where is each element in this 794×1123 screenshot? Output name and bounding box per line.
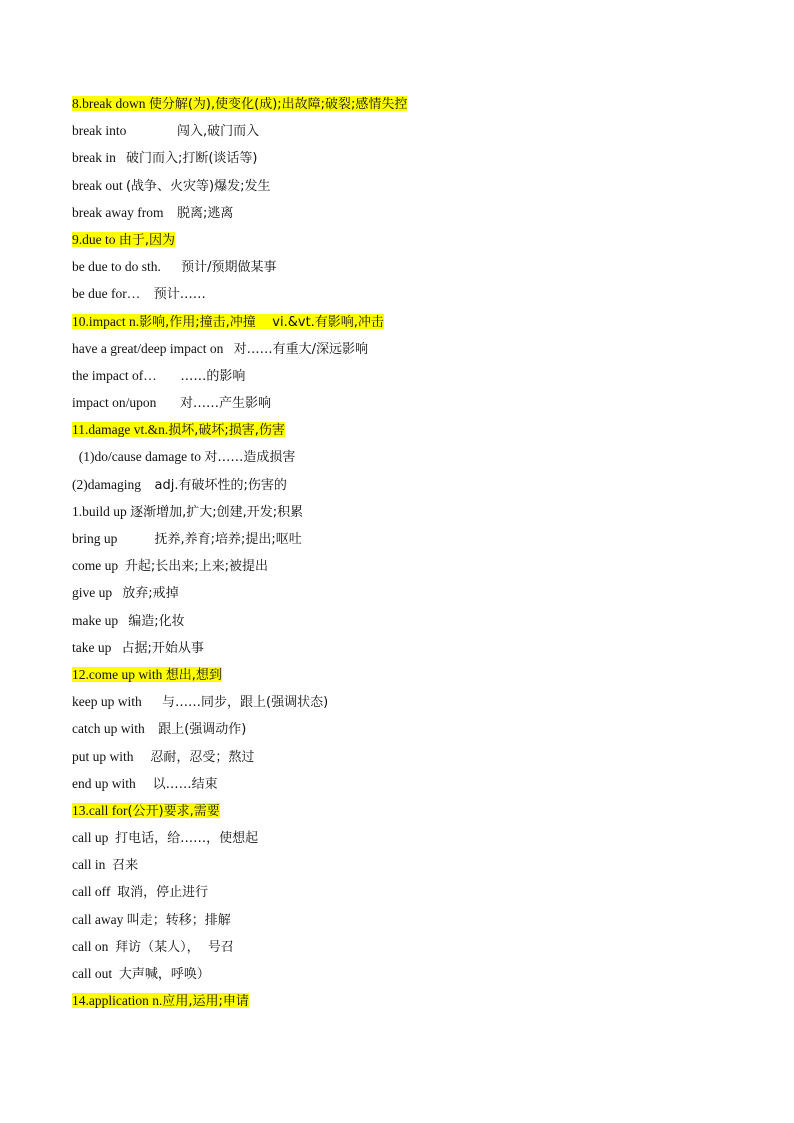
entry-definition: 想出,想到	[165, 667, 222, 683]
entry-text	[72, 449, 295, 464]
phrase-entry	[72, 555, 752, 582]
entry-text	[72, 857, 138, 872]
entry-text	[72, 558, 268, 573]
phrase-entry	[72, 691, 752, 718]
entry-gap	[116, 150, 126, 165]
entry-term: 10.impact n.	[72, 313, 140, 329]
section-heading	[72, 311, 752, 338]
entry-text	[72, 504, 303, 519]
entry-term: make up	[72, 612, 119, 628]
entry-gap	[145, 721, 159, 736]
phrase-entry	[72, 528, 752, 555]
phrase-entry	[72, 175, 752, 202]
phrase-entry	[72, 854, 752, 881]
phrase-entry	[72, 120, 752, 147]
entry-gap	[223, 341, 233, 356]
entry-term: put up with	[72, 748, 134, 764]
entry-term: give up	[72, 585, 113, 601]
phrase-entry	[72, 746, 752, 773]
entry-text	[72, 830, 258, 845]
phrase-entry	[72, 909, 752, 936]
phrase-entry	[72, 446, 752, 473]
entry-definition: 脱离;逃离	[176, 205, 234, 221]
phrase-entry	[72, 881, 752, 908]
entry-term: call in	[72, 857, 109, 873]
entry-text	[72, 884, 208, 899]
entry-term: 14.application n.	[72, 993, 163, 1009]
entry-definition: 闯入,破门而入	[176, 124, 260, 140]
entry-definition: 以……结束	[152, 776, 218, 792]
section-heading	[72, 800, 752, 827]
entry-definition: 取消，停止进行	[117, 885, 209, 901]
entry-definition: 对……产生影响	[180, 396, 272, 412]
phrase-entry	[72, 501, 752, 528]
entry-text	[72, 749, 254, 764]
highlight-mark	[72, 314, 384, 329]
highlight-mark	[72, 232, 175, 247]
entry-definition: 编造;化妆	[128, 613, 185, 629]
entry-text	[72, 694, 328, 709]
entry-text	[72, 640, 204, 655]
phrase-entry	[72, 582, 752, 609]
entry-definition: 破门而入;打断(谈话等)	[125, 151, 258, 167]
entry-term: impact on/upon	[72, 395, 157, 411]
entry-term: call away	[72, 911, 127, 927]
entry-gap	[118, 558, 125, 573]
highlight-mark	[72, 667, 222, 682]
entry-text	[72, 613, 185, 628]
entry-term: be due to do sth.	[72, 259, 161, 275]
entry-definition: 对……有重大/深远影响	[233, 341, 368, 357]
entry-definition: 跟上(强调动作)	[158, 722, 247, 738]
entry-term: break out	[72, 177, 126, 193]
entry-definition: 由于,因为	[118, 232, 176, 248]
entry-definition: 拜访（某人）， 号召	[115, 939, 234, 955]
highlight-mark	[72, 803, 220, 818]
entry-term: (2)damaging	[72, 476, 141, 492]
phrase-entry	[72, 256, 752, 283]
section-heading	[72, 93, 752, 120]
vocabulary-list	[72, 93, 752, 1017]
section-heading	[72, 990, 752, 1017]
entry-text	[72, 395, 271, 410]
phrase-entry	[72, 338, 752, 365]
entry-gap	[117, 531, 154, 546]
entry-gap	[126, 123, 177, 138]
entry-gap	[141, 477, 155, 492]
entry-term: keep up with	[72, 694, 142, 710]
highlight-mark	[72, 96, 407, 111]
entry-term: call up	[72, 830, 112, 846]
entry-text	[72, 531, 302, 546]
phrase-entry	[72, 963, 752, 990]
entry-term: 9.due to	[72, 231, 119, 247]
entry-term: take up	[72, 639, 112, 655]
entry-text	[72, 585, 179, 600]
entry-definition: 大声喊，呼唤）	[118, 967, 210, 982]
entry-gap	[136, 776, 153, 791]
entry-gap	[163, 205, 177, 220]
phrase-entry	[72, 392, 752, 419]
entry-text	[72, 966, 210, 981]
phrase-entry	[72, 365, 752, 392]
section-heading	[72, 419, 752, 446]
entry-definition: 预计/预期做某事	[181, 260, 277, 276]
entry-text	[72, 368, 245, 383]
entry-definition: 打电话，给……，使想起	[115, 831, 259, 847]
entry-term: come up	[72, 558, 119, 574]
phrase-entry	[72, 147, 752, 174]
entry-gap	[112, 585, 122, 600]
entry-text	[72, 939, 234, 954]
entry-term: 8.break down	[72, 96, 149, 111]
entry-term: 13.call for	[72, 802, 128, 818]
entry-text	[72, 912, 231, 927]
entry-term: break in	[72, 150, 116, 166]
entry-definition: 预计……	[153, 287, 206, 303]
entry-text	[72, 776, 218, 791]
entry-definition: 对……造成损害	[204, 450, 296, 466]
phrase-entry	[72, 637, 752, 664]
entry-text	[72, 721, 246, 736]
entry-term: the impact of…	[72, 367, 157, 383]
entry-term: 12.come up with	[72, 666, 166, 682]
entry-definition: 抚养,养育;培养;提出;呕吐	[154, 532, 302, 547]
entry-definition: 放弃;戒掉	[122, 586, 179, 602]
entry-text	[72, 341, 368, 356]
entry-text	[72, 178, 271, 193]
entry-text	[72, 150, 258, 165]
entry-definition: adj.有破坏性的;伤害的	[154, 477, 287, 493]
phrase-entry	[72, 202, 752, 229]
section-heading	[72, 229, 752, 256]
entry-text	[72, 259, 277, 274]
entry-text	[72, 286, 206, 301]
entry-gap	[142, 694, 162, 709]
phrase-entry	[72, 936, 752, 963]
entry-definition: (战争、火灾等)爆发;发生	[125, 178, 271, 194]
entry-gap	[156, 395, 180, 410]
entry-definition: 升起;长出来;上来;被提出	[124, 559, 269, 575]
entry-term: call off	[72, 884, 114, 900]
entry-term: 1.build up	[72, 503, 131, 519]
phrase-entry	[72, 283, 752, 310]
section-heading	[72, 664, 752, 691]
entry-term: break away from	[72, 204, 164, 220]
entry-term: end up with	[72, 775, 136, 791]
entry-definition: 使分解(为),使变化(成);出故障;破裂;感情失控	[148, 97, 408, 112]
entry-definition: 叫走；转移；排解	[126, 912, 231, 928]
entry-term: be due for…	[72, 286, 141, 302]
entry-definition: 应用,运用;申请	[162, 994, 249, 1010]
entry-definition: 与……同步，跟上(强调状态)	[162, 695, 329, 711]
phrase-entry	[72, 773, 752, 800]
entry-term: call on	[72, 938, 112, 954]
entry-definition: (公开)要求,需要	[127, 803, 220, 819]
entry-definition: 召来	[112, 858, 139, 874]
phrase-entry	[72, 718, 752, 745]
entry-term: 11.damage vt.&n.	[72, 422, 169, 438]
highlight-mark	[72, 422, 285, 437]
highlight-mark	[72, 993, 249, 1008]
phrase-entry	[72, 474, 752, 501]
entry-gap	[140, 286, 154, 301]
entry-gap	[134, 749, 151, 764]
entry-definition: ……的影响	[180, 368, 246, 384]
entry-gap	[111, 640, 121, 655]
entry-text	[72, 205, 233, 220]
entry-text	[72, 477, 287, 492]
entry-term: call out	[72, 966, 116, 981]
entry-definition: 逐渐增加,扩大;创建,开发;积累	[130, 504, 304, 520]
entry-term: bring up	[72, 531, 118, 546]
entry-gap	[157, 368, 181, 383]
entry-gap	[118, 613, 128, 628]
entry-term: (1)do/cause damage to	[72, 449, 205, 465]
entry-term: catch up with	[72, 721, 145, 737]
phrase-entry	[72, 827, 752, 854]
phrase-entry	[72, 610, 752, 637]
entry-term: break into	[72, 123, 127, 139]
entry-term: have a great/deep impact on	[72, 340, 224, 356]
entry-definition: 占据;开始从事	[121, 640, 204, 656]
entry-text	[72, 123, 259, 138]
entry-gap	[161, 259, 181, 274]
entry-definition: 忍耐，忍受；熬过	[150, 749, 255, 765]
entry-definition: 影响,作用;撞击,冲撞 vi.&vt.有影响,冲击	[139, 314, 384, 330]
entry-definition: 损坏,破坏;损害,伤害	[168, 423, 285, 439]
